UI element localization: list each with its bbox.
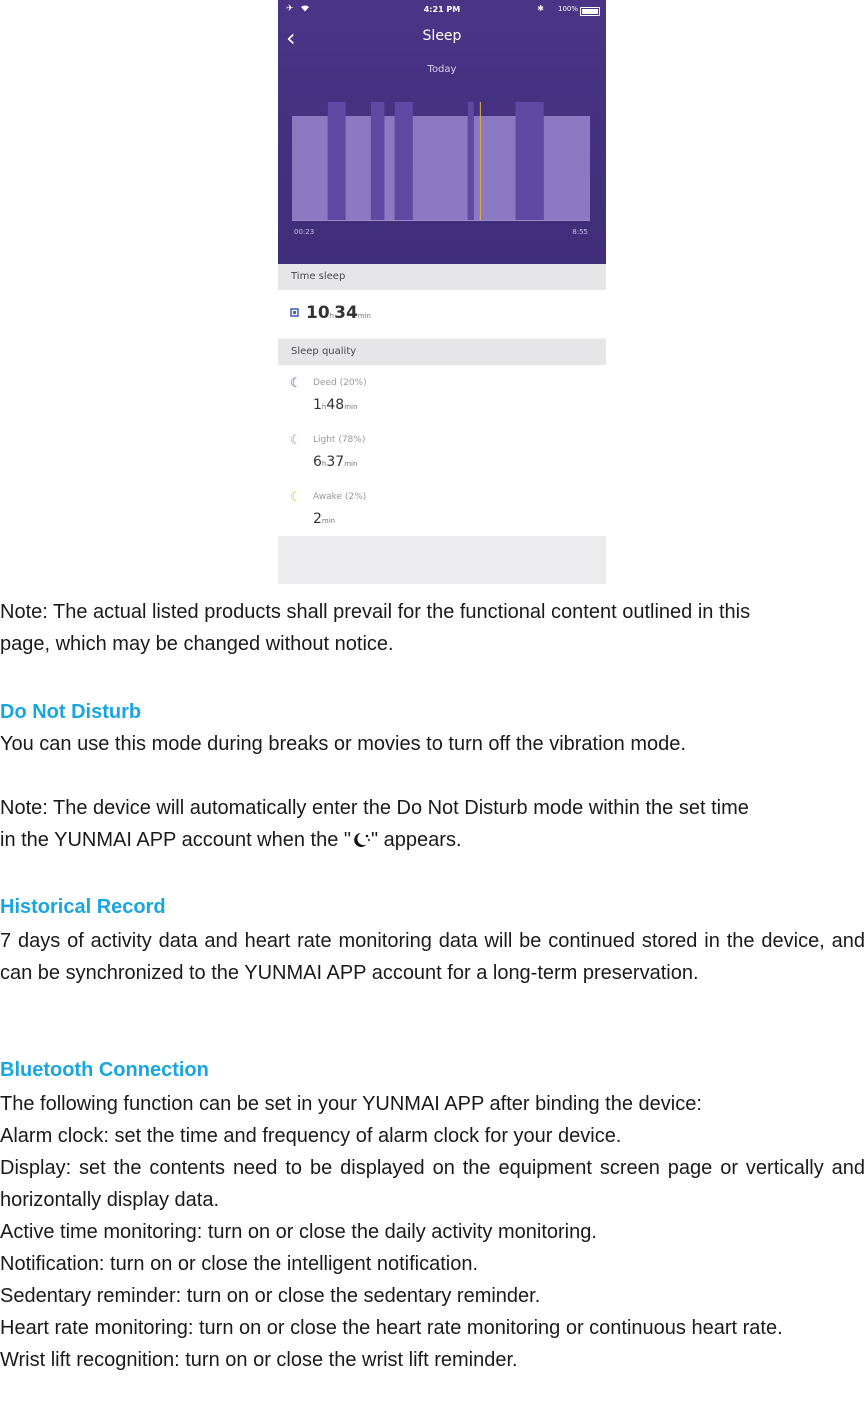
moon-icon: ☾: [290, 376, 302, 391]
quality-label: Awake (2%): [313, 492, 367, 502]
sleep-quality-section-header: Sleep quality: [278, 339, 606, 365]
screen-title: Sleep: [422, 28, 462, 44]
back-chevron-icon[interactable]: ‹: [286, 24, 296, 52]
quality-minutes: 37: [326, 454, 345, 470]
quality-minutes-unit: min: [321, 517, 336, 525]
quality-duration: [313, 451, 357, 470]
dnd-description: You can use this mode during breaks or movies to turn off the vibration mode.: [0, 733, 686, 755]
dnd-note: [0, 792, 865, 856]
quality-hours-unit: h: [321, 460, 327, 468]
heading-historical-record: Historical Record: [0, 896, 166, 918]
chart-end-label: 8:55: [572, 228, 588, 236]
quality-minutes-unit: min: [344, 403, 358, 411]
bottom-spacer: [278, 536, 606, 584]
quality-hours: 1: [313, 397, 322, 413]
sleep-bar-deep: [468, 102, 474, 220]
quality-hours-unit: h: [321, 403, 327, 411]
chart-start-label: 00:23: [294, 228, 315, 236]
dnd-note-line-1: Note: The device will automatically enter the Do Not Disturb mode within the set time: [0, 797, 749, 819]
total-minutes-unit: min: [357, 312, 371, 320]
quality-minutes-unit: min: [344, 460, 358, 468]
sleep-chart: [278, 90, 606, 225]
sleep-bar-deep: [395, 102, 413, 220]
quality-label: Deed (20%): [313, 378, 367, 388]
quality-hours: 6: [313, 454, 322, 470]
quality-duration: [313, 508, 335, 527]
battery-percent: 100%: [557, 5, 578, 13]
bt-alarm-clock: Alarm clock: set the time and frequency of alarm clock for your device.: [0, 1125, 622, 1147]
moon-icon: ☾: [290, 433, 302, 448]
quality-item-light: [278, 434, 606, 490]
note-line-2: page, which may be changed without notice.: [0, 633, 394, 655]
total-hours-unit: h: [329, 312, 335, 320]
time-sleep-section-header: Time sleep: [278, 264, 606, 290]
sleep-bar-deep: [371, 102, 384, 220]
moon-icon: ☾: [290, 490, 302, 505]
bt-display: Display: set the contents need to be displayed on the equipment screen page or vertically and horizontally display data.: [0, 1157, 865, 1211]
bt-active-time: Active time monitoring: turn on or close the daily activity monitoring.: [0, 1221, 597, 1243]
heading-do-not-disturb: Do Not Disturb: [0, 701, 142, 723]
quality-minutes: 2: [313, 511, 322, 527]
status-bar: [278, 4, 606, 18]
sleep-bar-deep: [516, 102, 544, 220]
sleep-bar-deep: [328, 102, 346, 220]
sleep-bar-light: [544, 116, 590, 220]
battery-icon: [580, 7, 600, 16]
quality-label: Light (78%): [313, 435, 366, 445]
bt-heart-rate: Heart rate monitoring: turn on or close the heart rate monitoring or continuous heart rate.: [0, 1317, 783, 1339]
note-line-1: Note: The actual listed products shall prevail for the functional content outlined in this: [0, 601, 751, 623]
bt-notification: Notification: turn on or close the intelligent notification.: [0, 1253, 479, 1275]
dnd-note-line-2-start: in the YUNMAI APP account when the ": [0, 829, 352, 851]
total-minutes: 34: [334, 303, 358, 323]
quality-duration: [313, 394, 357, 413]
total-hours: 10: [306, 303, 330, 323]
bluetooth-icon: ✱: [537, 4, 544, 13]
quality-item-deep: [278, 377, 606, 433]
sleep-bar-light: [346, 116, 371, 220]
sleep-app-screenshot: [278, 0, 606, 584]
sleep-time-icon: [290, 308, 299, 317]
bt-intro: The following function can be set in your YUNMAI APP after binding the device:: [0, 1093, 702, 1115]
total-sleep-time: [306, 303, 371, 323]
bt-wrist-lift: Wrist lift recognition: turn on or close the wrist lift reminder.: [0, 1349, 518, 1371]
sleep-header-panel: [278, 0, 606, 264]
bt-sedentary: Sedentary reminder: turn on or close the sedentary reminder.: [0, 1285, 541, 1307]
do-not-disturb-icon: [351, 826, 371, 842]
date-selector[interactable]: Today: [427, 64, 457, 75]
quality-minutes: 48: [326, 397, 345, 413]
heading-bluetooth-connection: Bluetooth Connection: [0, 1059, 209, 1081]
note-actual-products: [0, 596, 865, 660]
historical-record-text: 7 days of activity data and heart rate monitoring data will be continued stored in the device, and can be synchronized to the YUNMAI APP account for a long-term preservation.: [0, 930, 865, 984]
bluetooth-feature-list: [0, 1088, 865, 1376]
sleep-bar-light: [413, 116, 468, 220]
sleep-bar-light: [292, 116, 328, 220]
dnd-note-line-2-end: " appears.: [371, 829, 462, 851]
airplane-icon: ✈: [286, 4, 294, 14]
status-time: 4:21 PM: [423, 5, 461, 14]
sleep-bar-light: [384, 116, 394, 220]
